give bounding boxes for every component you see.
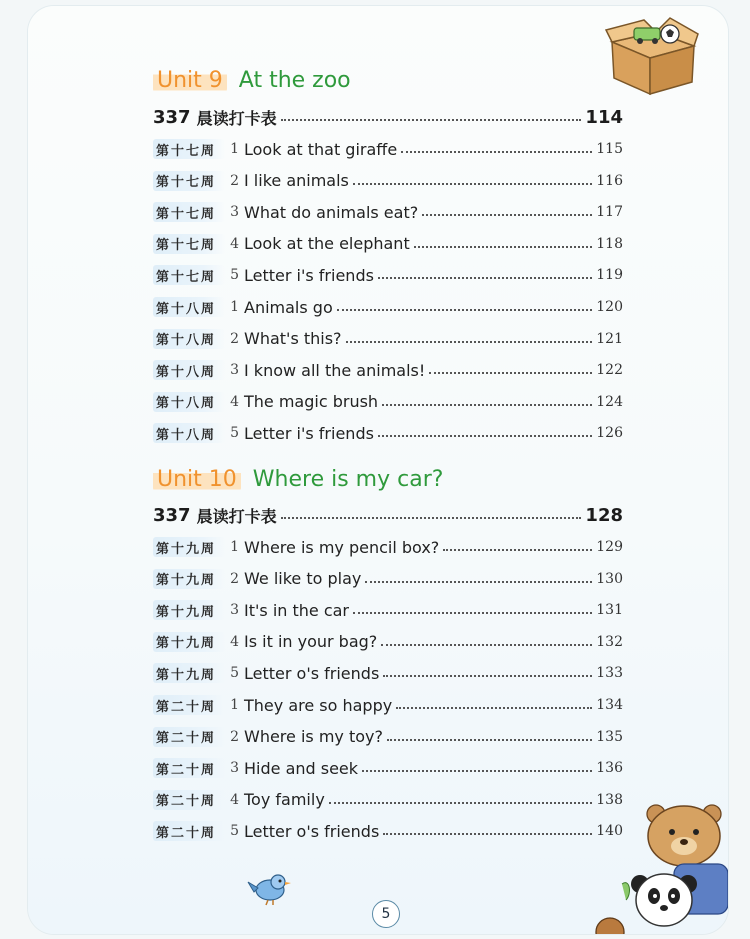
lesson-index: 4 — [230, 393, 239, 410]
week-label: 第十九周 — [153, 600, 225, 620]
lesson-title: Where is my pencil box? — [244, 537, 440, 557]
lesson-entry[interactable] — [153, 756, 623, 780]
lesson-page: 121 — [596, 330, 623, 347]
lesson-index: 4 — [230, 633, 239, 650]
lesson-title: Letter i's friends — [244, 265, 374, 285]
week-label: 第十七周 — [153, 234, 225, 254]
lesson-entry[interactable] — [153, 421, 623, 445]
lesson-index: 1 — [230, 539, 239, 555]
lesson-page: 136 — [596, 760, 623, 777]
lesson-page: 130 — [596, 570, 623, 587]
lesson-index: 5 — [230, 425, 239, 442]
lesson-index: 3 — [230, 602, 239, 619]
leader-dots — [382, 394, 592, 406]
lesson-index: 1 — [230, 141, 239, 157]
lesson-entry[interactable] — [153, 661, 623, 685]
week-label: 第十七周 — [153, 139, 225, 159]
unit-heading — [153, 462, 443, 496]
leader-dots — [329, 792, 592, 804]
lesson-index: 2 — [230, 330, 239, 347]
checkin-entry[interactable] — [153, 105, 623, 129]
lesson-index: 2 — [230, 728, 239, 745]
unit-title: Where is my car? — [252, 466, 444, 492]
lesson-entry[interactable] — [153, 567, 623, 591]
lesson-index: 2 — [230, 570, 239, 587]
lesson-page: 122 — [596, 362, 623, 379]
box-illustration-icon — [604, 12, 700, 100]
lesson-index: 4 — [230, 791, 239, 808]
lesson-page: 140 — [596, 823, 623, 840]
lesson-entry[interactable] — [153, 232, 623, 256]
lesson-title: Letter o's friends — [244, 821, 380, 841]
week-label: 第二十周 — [153, 695, 225, 715]
book-page — [28, 6, 728, 934]
checkin-page: 128 — [585, 504, 623, 526]
lesson-index: 1 — [230, 697, 239, 713]
lesson-title: Letter o's friends — [244, 663, 380, 683]
lesson-index: 5 — [230, 823, 239, 840]
lesson-index: 3 — [230, 362, 239, 379]
lesson-page: 131 — [596, 602, 623, 619]
leader-dots — [337, 299, 593, 311]
leader-dots — [281, 507, 582, 519]
lesson-page: 117 — [596, 204, 623, 221]
week-label: 第二十周 — [153, 758, 225, 778]
week-label: 第十八周 — [153, 392, 225, 412]
leader-dots — [365, 571, 592, 583]
leader-dots — [401, 141, 592, 153]
checkin-label: 晨读打卡表 — [196, 108, 277, 128]
lesson-entry[interactable] — [153, 630, 623, 654]
lesson-title: What do animals eat? — [244, 202, 419, 222]
lesson-page: 118 — [596, 235, 623, 252]
lesson-title: Toy family — [244, 790, 325, 810]
lesson-title: It's in the car — [244, 600, 350, 620]
lesson-title: Letter i's friends — [244, 423, 374, 443]
lesson-title: Hide and seek — [244, 758, 359, 778]
leader-dots — [353, 602, 592, 614]
leader-dots — [381, 634, 592, 646]
lesson-page: 138 — [596, 791, 623, 808]
lesson-entry[interactable] — [153, 819, 623, 843]
lesson-entry[interactable] — [153, 295, 623, 319]
week-label: 第二十周 — [153, 821, 225, 841]
lesson-title: They are so happy — [244, 695, 393, 715]
lesson-entry[interactable] — [153, 598, 623, 622]
lesson-entry[interactable] — [153, 535, 623, 559]
week-label: 第十八周 — [153, 297, 225, 317]
lesson-entry[interactable] — [153, 725, 623, 749]
lesson-entry[interactable] — [153, 788, 623, 812]
lesson-entry[interactable] — [153, 358, 623, 382]
lesson-page: 129 — [596, 539, 623, 555]
checkin-label: 晨读打卡表 — [196, 506, 277, 526]
lesson-page: 126 — [596, 425, 623, 442]
week-label: 第十七周 — [153, 171, 225, 191]
leader-dots — [414, 236, 593, 248]
lesson-title: What's this? — [244, 329, 342, 349]
week-label: 第十七周 — [153, 265, 225, 285]
lesson-entry[interactable] — [153, 169, 623, 193]
unit-title: At the zoo — [238, 67, 351, 93]
leader-dots — [422, 204, 592, 216]
lesson-entry[interactable] — [153, 390, 623, 414]
lesson-page: 135 — [596, 728, 623, 745]
lesson-index: 3 — [230, 760, 239, 777]
leader-dots — [353, 173, 592, 185]
lesson-index: 4 — [230, 235, 239, 252]
bear-panda-monkey-icon — [592, 784, 728, 934]
lesson-entry[interactable] — [153, 327, 623, 351]
week-label: 第十八周 — [153, 360, 225, 380]
week-label: 第十九周 — [153, 663, 225, 683]
week-label: 第十八周 — [153, 423, 225, 443]
leader-dots — [383, 823, 592, 835]
bird-icon — [244, 868, 294, 908]
week-label: 第十八周 — [153, 329, 225, 349]
week-label: 第二十周 — [153, 790, 225, 810]
week-label: 第十七周 — [153, 202, 225, 222]
lesson-entry[interactable] — [153, 693, 623, 717]
lesson-title: Animals go — [244, 297, 333, 317]
leader-dots — [362, 760, 592, 772]
week-label: 第十九周 — [153, 537, 225, 557]
leader-dots — [383, 665, 592, 677]
lesson-page: 119 — [596, 267, 623, 284]
lesson-page: 115 — [596, 141, 623, 157]
unit-number: Unit 9 — [153, 68, 227, 93]
leader-dots — [396, 697, 592, 709]
leader-dots — [281, 109, 582, 121]
lesson-title: Where is my toy? — [244, 727, 383, 747]
lesson-page: 133 — [596, 665, 623, 682]
leader-dots — [378, 267, 592, 279]
lesson-title: Look at the elephant — [244, 234, 410, 254]
lesson-entry[interactable] — [153, 137, 623, 161]
week-label: 第二十周 — [153, 727, 225, 747]
lesson-title: I know all the animals! — [244, 360, 426, 380]
leader-dots — [429, 362, 592, 374]
unit-number: Unit 10 — [153, 467, 241, 492]
lesson-page: 120 — [596, 299, 623, 315]
lesson-page: 124 — [596, 393, 623, 410]
lesson-title: The magic brush — [244, 392, 379, 412]
lesson-entry[interactable] — [153, 263, 623, 287]
leader-dots — [387, 729, 592, 741]
lesson-index: 1 — [230, 299, 239, 315]
unit-heading — [153, 63, 351, 97]
page-number: 5 — [372, 900, 400, 928]
lesson-title: Is it in your bag? — [244, 632, 378, 652]
checkin-page: 114 — [585, 106, 623, 128]
lesson-index: 5 — [230, 665, 239, 682]
leader-dots — [443, 539, 592, 551]
week-label: 第十九周 — [153, 569, 225, 589]
lesson-index: 3 — [230, 204, 239, 221]
lesson-index: 2 — [230, 172, 239, 189]
checkin-number: 337 — [153, 106, 191, 128]
lesson-title: Look at that giraffe — [244, 139, 398, 159]
lesson-title: We like to play — [244, 569, 362, 589]
week-label: 第十九周 — [153, 632, 225, 652]
lesson-title: I like animals — [244, 171, 349, 191]
leader-dots — [346, 331, 593, 343]
leader-dots — [378, 425, 592, 437]
lesson-page: 116 — [596, 172, 623, 189]
lesson-page: 134 — [596, 697, 623, 713]
checkin-entry[interactable] — [153, 503, 623, 527]
checkin-number: 337 — [153, 504, 191, 526]
lesson-page: 132 — [596, 633, 623, 650]
lesson-entry[interactable] — [153, 200, 623, 224]
lesson-index: 5 — [230, 267, 239, 284]
